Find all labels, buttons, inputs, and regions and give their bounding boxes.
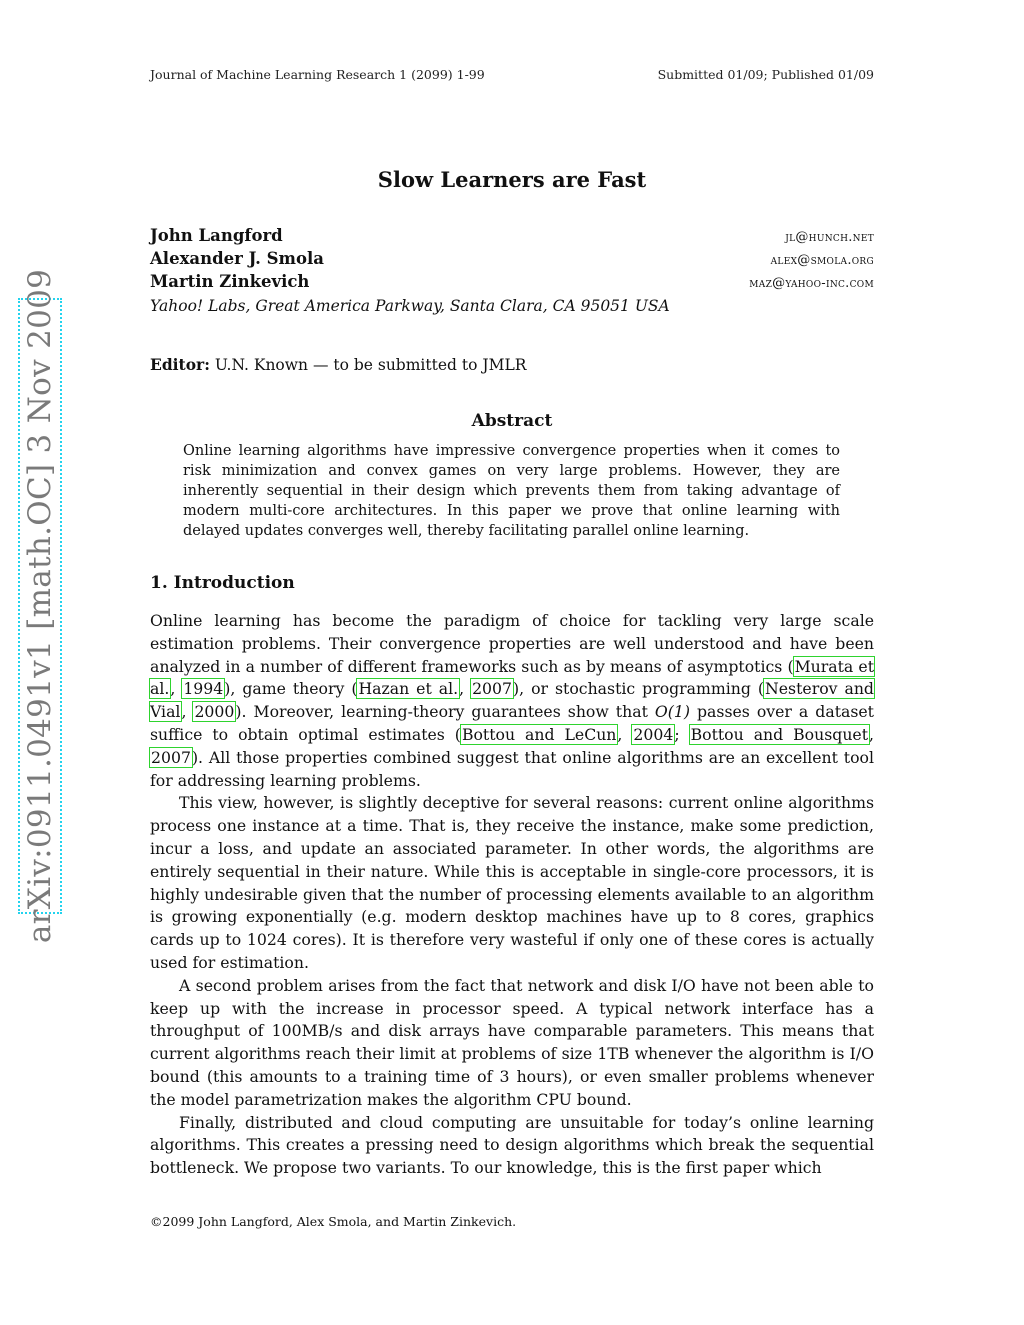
arxiv-id: arXiv:0911.0491v1 [math.OC] 3 Nov 2009 [22,268,58,944]
text-run: passes over a dataset suffice to obtain optimal estimates ( [150,702,874,744]
author-name: John Langford [150,226,283,245]
citation-year-link[interactable]: 2007 [151,747,191,767]
author-row [150,272,874,295]
paragraph: A second problem arises from the fact that network and disk I/O have not been able to keep up with the increase in processor speed. A typical network interface has a throughput of 100MB/s and disk arrays have comparable parameters. This means that current algorithms reach their limit at problems of size 1TB whenever the algorithm is I/O bound (this amounts to a training time of 3 hours), or even smaller problems whenever the model parametrization makes the algorithm CPU bound. [150,975,874,1109]
citation-link[interactable]: Hazan et al. [358,679,459,699]
citation-link[interactable]: Bottou and LeCun [461,724,617,744]
citation-link[interactable]: Murata et al. [150,656,875,699]
submission-dates: Submitted 01/09; Published 01/09 [657,67,874,82]
text-run: Online learning has become the paradigm of choice for tackling very large scale estimation problems. Their convergence properties are well understood and have been analyzed in a number of different frameworks such as by means of asymptotics ( [150,611,874,676]
citation-year-link[interactable]: 1994 [183,679,224,699]
affiliation: Yahoo! Labs, Great America Parkway, Santa Clara, CA 95051 USA [150,297,670,315]
copyright-footer: ©2099 John Langford, Alex Smola, and Martin Zinkevich. [150,1214,517,1229]
editor-line [150,355,526,374]
text-run: ), or stochastic programming ( [513,679,765,699]
text-run: ), game theory ( [224,679,358,699]
author-email[interactable]: jl@hunch.net [785,230,874,245]
abstract-text: Online learning algorithms have impressive convergence properties when it comes to risk minimization and convex games on very large problems. However, they are inherently sequential in their design which prevents them from taking advantage of modern multi-core architectures. In this paper we prove that online learning with delayed updates converges well, thereby facilitating parallel online learning. [183,443,840,539]
abstract-heading: Abstract [471,411,553,431]
citation-link[interactable]: Nesterov and Vial [150,679,874,722]
author-email[interactable]: alex@smola.org [770,253,874,268]
author-email[interactable]: maz@yahoo-inc.com [749,276,874,291]
editor-label: Editor: [150,355,210,374]
author-name: Martin Zinkevich [150,272,310,291]
editor-text: U.N. Known — to be submitted to JMLR [214,356,527,374]
citation-year-link[interactable]: 2004 [633,724,674,744]
citation-link[interactable]: Bottou and Bousquet [690,724,869,744]
text-run: ). All those properties combined suggest that online algorithms are an excellent tool for addressing learning problems. [150,747,874,790]
paragraph: Finally, distributed and cloud computing are unsuitable for today’s online learning algorithms. This creates a pressing need to design algorithms which break the sequential bottleneck. We propose two variants. To our knowledge, this is the first paper which [150,1112,874,1178]
paragraph: Online learning has become the paradigm of choice for tackling very large scale estimation problems. Their convergence properties are well understood and have been analyzed in a number of different frameworks such as by means of asymptotics (Murata et al., 1994), game theory (Hazan et al., 2007), or stochastic programming (Nesterov and Vial, 2000). Moreover, learning-theory guarantees show that O(1) passes over a dataset suffice to obtain optimal estimates (Bottou and LeCun, 2004; Bottou and Bousquet, 2007). All those properties combined suggest that online algorithms are an excellent tool for addressing learning problems. [150,611,875,790]
author-block [150,226,874,315]
paragraph: This view, however, is slightly deceptive for several reasons: current online algorithms process one instance at a time. That is, they receive the instance, make some prediction, incur a loss, and update an associated parameter. In other words, the algorithms are entirely sequential in their nature. While this is acceptable in single-core processors, it is highly undesirable given that the number of processing elements available to an algorithm is growing exponentially (e.g. modern desktop machines have up to 8 cores, graphics cards up to 1024 cores). It is therefore very wasteful if only one of these cores is actually used for estimation. [150,793,874,972]
arxiv-stamp[interactable] [18,268,62,944]
math-expression: O(1) [654,702,690,722]
author-row [150,249,874,272]
citation-year-link[interactable]: 2000 [194,702,235,722]
citation-year-link[interactable]: 2007 [472,679,512,699]
author-name: Alexander J. Smola [150,249,324,268]
journal-header: Journal of Machine Learning Research 1 (2099) 1-99 [150,67,485,82]
author-row [150,226,874,249]
section-heading: 1. Introduction [150,573,295,593]
paper-title: Slow Learners are Fast [377,167,647,192]
text-run: ). Moreover, learning-theory guarantees show that [235,702,655,722]
intro-body [150,610,874,1180]
